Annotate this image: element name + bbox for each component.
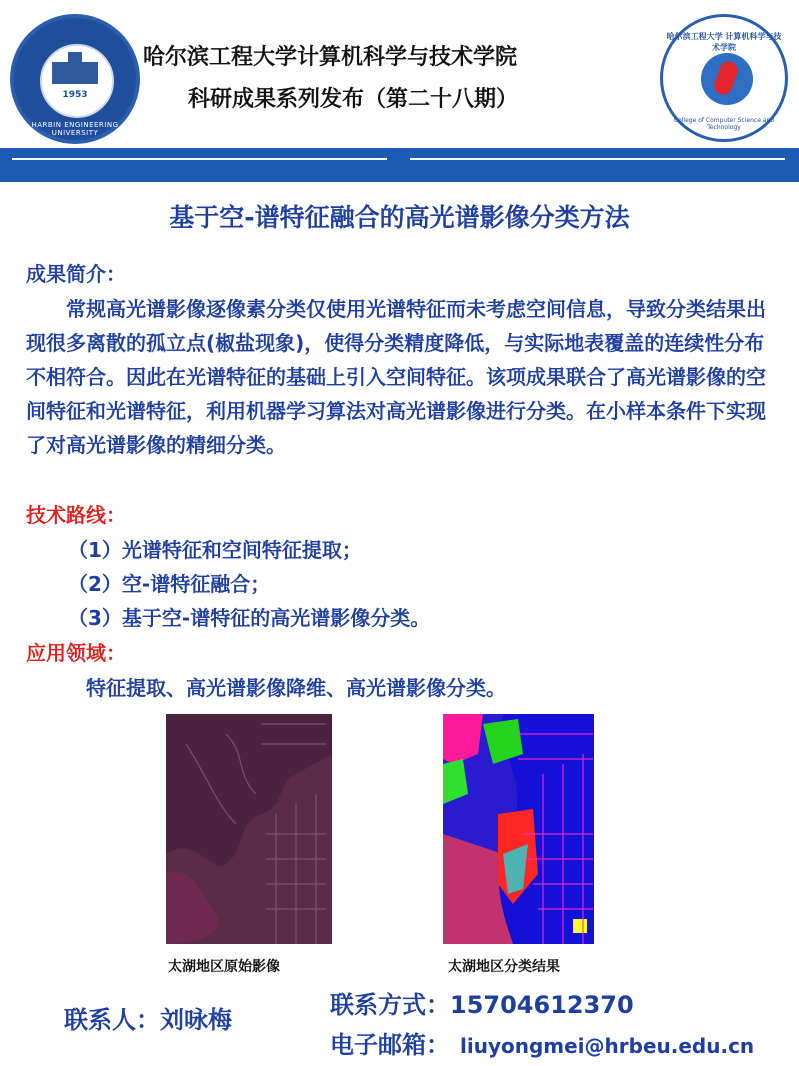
page-title: 基于空-谱特征融合的高光谱影像分类方法 xyxy=(169,203,630,232)
university-logo xyxy=(10,14,140,144)
college-logo-en: College of Computer Science and Technology xyxy=(673,117,775,131)
original-image-svg xyxy=(166,714,332,944)
college-logo xyxy=(660,14,788,142)
contact-person-name: 刘咏梅 xyxy=(160,1006,232,1034)
intro-body: 常规高光谱影像逐像素分类仅使用光谱特征而未考虑空间信息，导致分类结果出现很多离散的孤立点(椒盐现象)，使得分类精度降低，与实际地表覆盖的连续性分布不相符合。因此在光谱特征的基础上引入空间特征。该项成果联合了高光谱影像的空间特征和光谱特征，利用机器学习算法对高光谱影像进行分类。在小样本条件下实现了对高光谱影像的精细分类。 xyxy=(26,297,766,457)
swirl-icon xyxy=(701,53,753,105)
intro-heading: 成果简介： xyxy=(26,262,126,286)
header-band xyxy=(0,148,799,182)
logo-ring-text: HARBIN ENGINEERING UNIVERSITY xyxy=(31,121,119,137)
app-body: 特征提取、高光谱影像降维、高光谱影像分类。 xyxy=(86,676,506,700)
tech-item-2: （2）空-谱特征融合； xyxy=(68,572,271,596)
tech-heading: 技术路线： xyxy=(26,503,126,527)
tech-item-3: （3）基于空-谱特征的高光谱影像分类。 xyxy=(68,606,431,630)
header-line-1: 哈尔滨工程大学计算机科学与技术学院 xyxy=(143,45,518,70)
app-heading: 应用领域： xyxy=(26,641,126,665)
original-image xyxy=(166,714,332,944)
header-line-2: 科研成果系列发布（第二十八期） xyxy=(188,87,519,112)
tech-item-1: （1）光谱特征和空间特征提取； xyxy=(68,538,362,562)
contact-email-address[interactable]: liuyongmei@hrbeu.edu.cn xyxy=(460,1034,755,1058)
building-icon xyxy=(52,62,98,84)
contact-phone-label: 联系方式： xyxy=(330,991,450,1019)
college-logo-text: 哈尔滨工程大学 计算机科学与技术学院 xyxy=(666,32,782,52)
original-image-caption: 太湖地区原始影像 xyxy=(168,959,280,975)
contact-person xyxy=(64,1000,232,1035)
classified-image xyxy=(443,714,594,944)
classified-image-caption: 太湖地区分类结果 xyxy=(448,959,560,975)
band-divider-right xyxy=(410,158,785,160)
band-divider-left xyxy=(12,158,387,160)
contact-email-label: 电子邮箱： xyxy=(330,1031,450,1059)
contact-phone xyxy=(330,985,634,1020)
classified-image-svg xyxy=(443,714,594,944)
contact-phone-number: 15704612370 xyxy=(450,991,634,1019)
contact-person-label: 联系人： xyxy=(64,1006,160,1034)
contact-email xyxy=(330,1025,754,1060)
logo-year: 1953 xyxy=(62,90,88,100)
